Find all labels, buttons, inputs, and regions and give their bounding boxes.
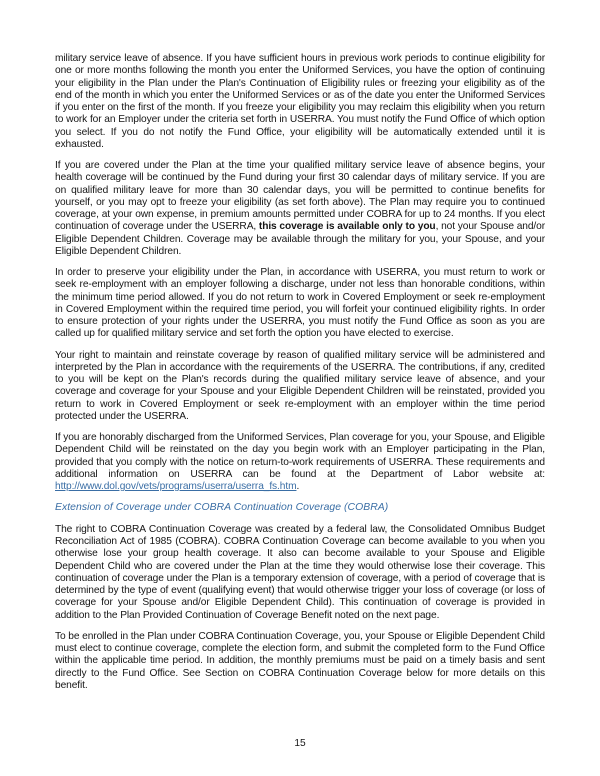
paragraph-covered-text-part-two: , not your Spouse and/or Eligible Dependent Children. Coverage may be available through the military for you, your Spouse, and your Eligible Dependent Children.: [55, 221, 545, 257]
emphasis-coverage-available-only-to-you: this coverage is available only to you: [258, 221, 436, 233]
paragraph-military-service-leave: military service leave of absence. If you have sufficient hours in previous work periods to continue eligibility for one or more months following the month you enter the Uniformed Services, you have the option of continuing your eligibility in the Plan under the Plan's Continuation of Eligibility rules or freezing your eligibility as of the end of the month in which you enter the Uniformed Services or as of the date you enter the Uniformed Services if you enter on the first of the month. If you freeze your eligibility you may reclaim this eligibility when you return to work for an Employer under the criteria set forth in USERRA. You must notify the Fund Office of which option you select. If you do not notify the Fund Office, your eligibility will be automatically extended until it is exhausted.: [55, 53, 545, 150]
paragraph-covered-text-part-one: If you are covered under the Plan at the time your qualified military service leave of absence begins, your health coverage will be continued by the Fund during your first 30 calendar days of military service. If you are on qualified military leave for more than 30 calendar days, you will be permitted to continue benefits for yourself, or you may opt to freeze your eligibility (as set forth above). The Plan may require you to continued coverage, at your own expense, in premium amounts permitted under COBRA for up to 24 months. If you elect continuation of coverage under the USERRA,: [55, 160, 545, 233]
paragraph-maintain-reinstate-coverage: Your right to maintain and reinstate coverage by reason of qualified military service will be administered and interpreted by the Plan in accordance with the requirements of the USERRA. The contributions, if any, credited to you will be kept on the Plan's records during the qualified military service leave of absence, and your coverage and coverage for your Spouse and your Eligible Dependent Children will be reinstated, provided you return to work in Covered Employment or seek re-employment with an employer within the time period protected under the USERRA.: [55, 349, 545, 422]
dol-userra-website-link[interactable]: http://www.dol.gov/vets/programs/userra/userra_fs.htm: [55, 481, 297, 492]
page-body-content: [55, 53, 545, 692]
page-number-footer: 15: [294, 738, 306, 749]
paragraph-cobra-right-created: The right to COBRA Continuation Coverage was created by a federal law, the Consolidated Omnibus Budget Reconciliation Act of 1985 (COBRA). COBRA Continuation Coverage can become available to you when you otherwise lose your group health coverage. It also can become available to your Spouse and Eligible Dependent Child who are covered under the Plan at the time they would otherwise lose their coverage. This continuation of coverage under the Plan is a temporary extension of coverage, with a period of coverage that is determined by the type of event (qualifying event) that would otherwise trigger your loss of coverage (or loss of coverage for your Spouse and/or Eligible Dependent Child). This continuation of coverage is provided in addition to the Plan Provided Continuation of Coverage Benefit noted on the next page.: [55, 523, 545, 621]
paragraph-honorably-discharged: [55, 432, 545, 493]
paragraph-cobra-enrollment: To be enrolled in the Plan under COBRA Continuation Coverage, you, your Spouse or Eligible Dependent Child must elect to continue coverage, complete the election form, and submit the completed form to the Fund Office within the applicable time period. In addition, the monthly premiums must be paid on a timely basis and sent directly to the Fund Office. See Section on COBRA Continuation Coverage below for more details on this benefit.: [55, 630, 545, 691]
section-heading-cobra-extension: Extension of Coverage under COBRA Continuation Coverage (COBRA): [55, 502, 389, 514]
paragraph-discharge-text-part-one: If you are honorably discharged from the Uniformed Services, Plan coverage for you, your Spouse, and Eligible Dependent Child will be reinstated on the day you begin work with an Employer participating in the Plan, provided that you comply with the notice on return-to-work requirements of USERRA. These requirements and additional information on USERRA can be found at the Department of Labor website at:: [55, 432, 545, 480]
paragraph-discharge-text-part-two: .: [296, 481, 300, 492]
paragraph-preserve-eligibility: In order to preserve your eligibility under the Plan, in accordance with USERRA, you must return to work or seek re-employment with an employer following a discharge, under not less than honorable conditions, within the minimum time period allowed. If you do not return to work in Covered Employment or seek re-employment in Covered Employment within the required time period, you will forfeit your continued eligibility rights. In order to ensure protection of your rights under the USERRA, you must notify the Fund Office as soon as you are called up for qualified military service and set forth the option you have elected to exercise.: [55, 267, 545, 340]
paragraph-covered-under-plan: [55, 160, 545, 258]
